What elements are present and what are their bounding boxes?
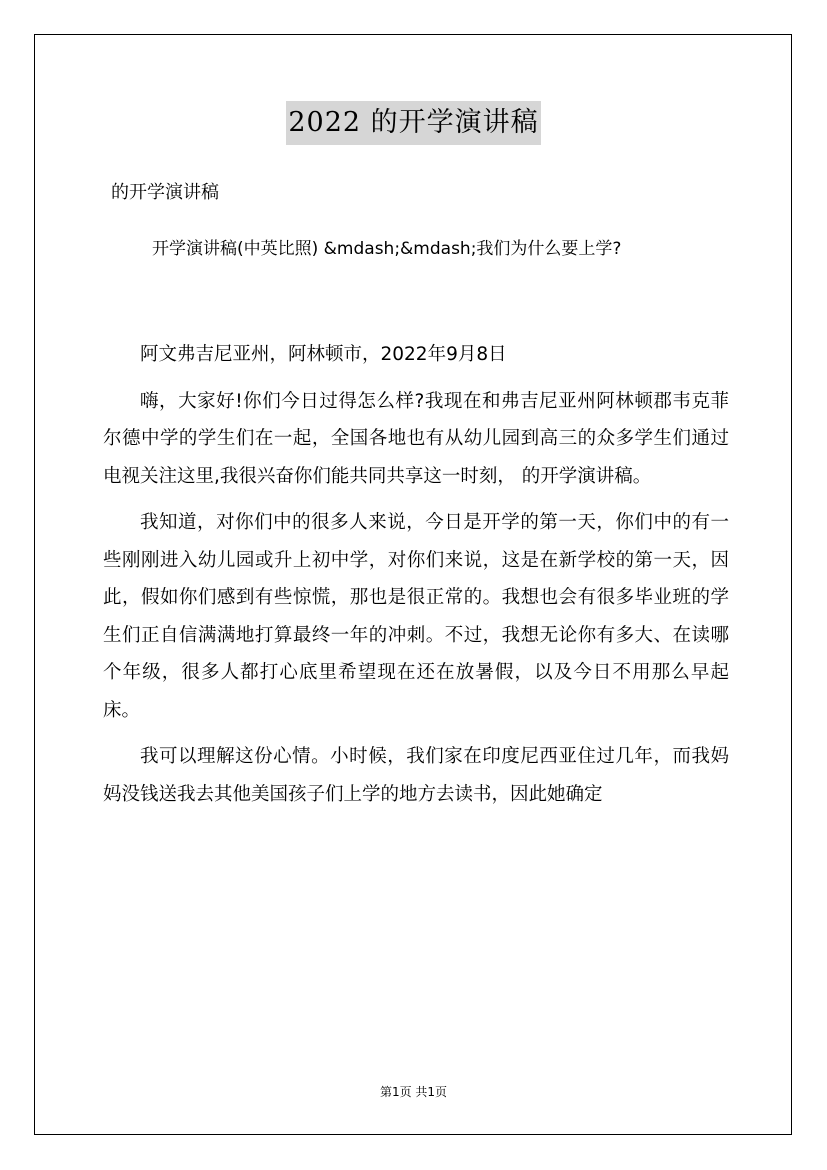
speech-heading: 开学演讲稿(中英比照) &mdash;&mdash;我们为什么要上学? <box>152 239 622 259</box>
page-footer: 第1页 共1页 <box>379 1085 448 1099</box>
title-container <box>0 101 827 145</box>
document-body <box>103 336 729 822</box>
paragraph: 我可以理解这份心情。小时候，我们家在印度尼西亚住过几年，而我妈妈没钱送我去其他美国孩子们上学的地方去读书，因此她确定 <box>103 746 729 805</box>
paragraph-dateline: 阿文弗吉尼亚州，阿林顿市，2022年9月8日 <box>140 344 507 365</box>
paragraph: 我知道，对你们中的很多人来说，今日是开学的第一天，你们中的有一些刚刚进入幼儿园或升上初中学，对你们来说，这是在新学校的第一天，因此，假如你们感到有些惊慌，那也是很正常的。我想也会有很多毕业班的学生们正自信满满地打算最终一年的冲刺。不过，我想无论你有多大、在读哪个年级，很多人都打心底里希望现在还在放暑假，以及今日不用那么早起床。 <box>103 512 729 721</box>
paragraph: 嗨，大家好!你们今日过得怎么样?我现在和弗吉尼亚州阿林顿郡韦克菲尔德中学的学生们在一起，全国各地也有从幼儿园到高三的众多学生们通过电视关注这里,我很兴奋你们能共同共享这一时刻， 的开学演讲稿。 <box>103 390 729 487</box>
document-subtitle: 的开学演讲稿 <box>111 182 219 203</box>
document-title: 2022 的开学演讲稿 <box>286 101 540 145</box>
